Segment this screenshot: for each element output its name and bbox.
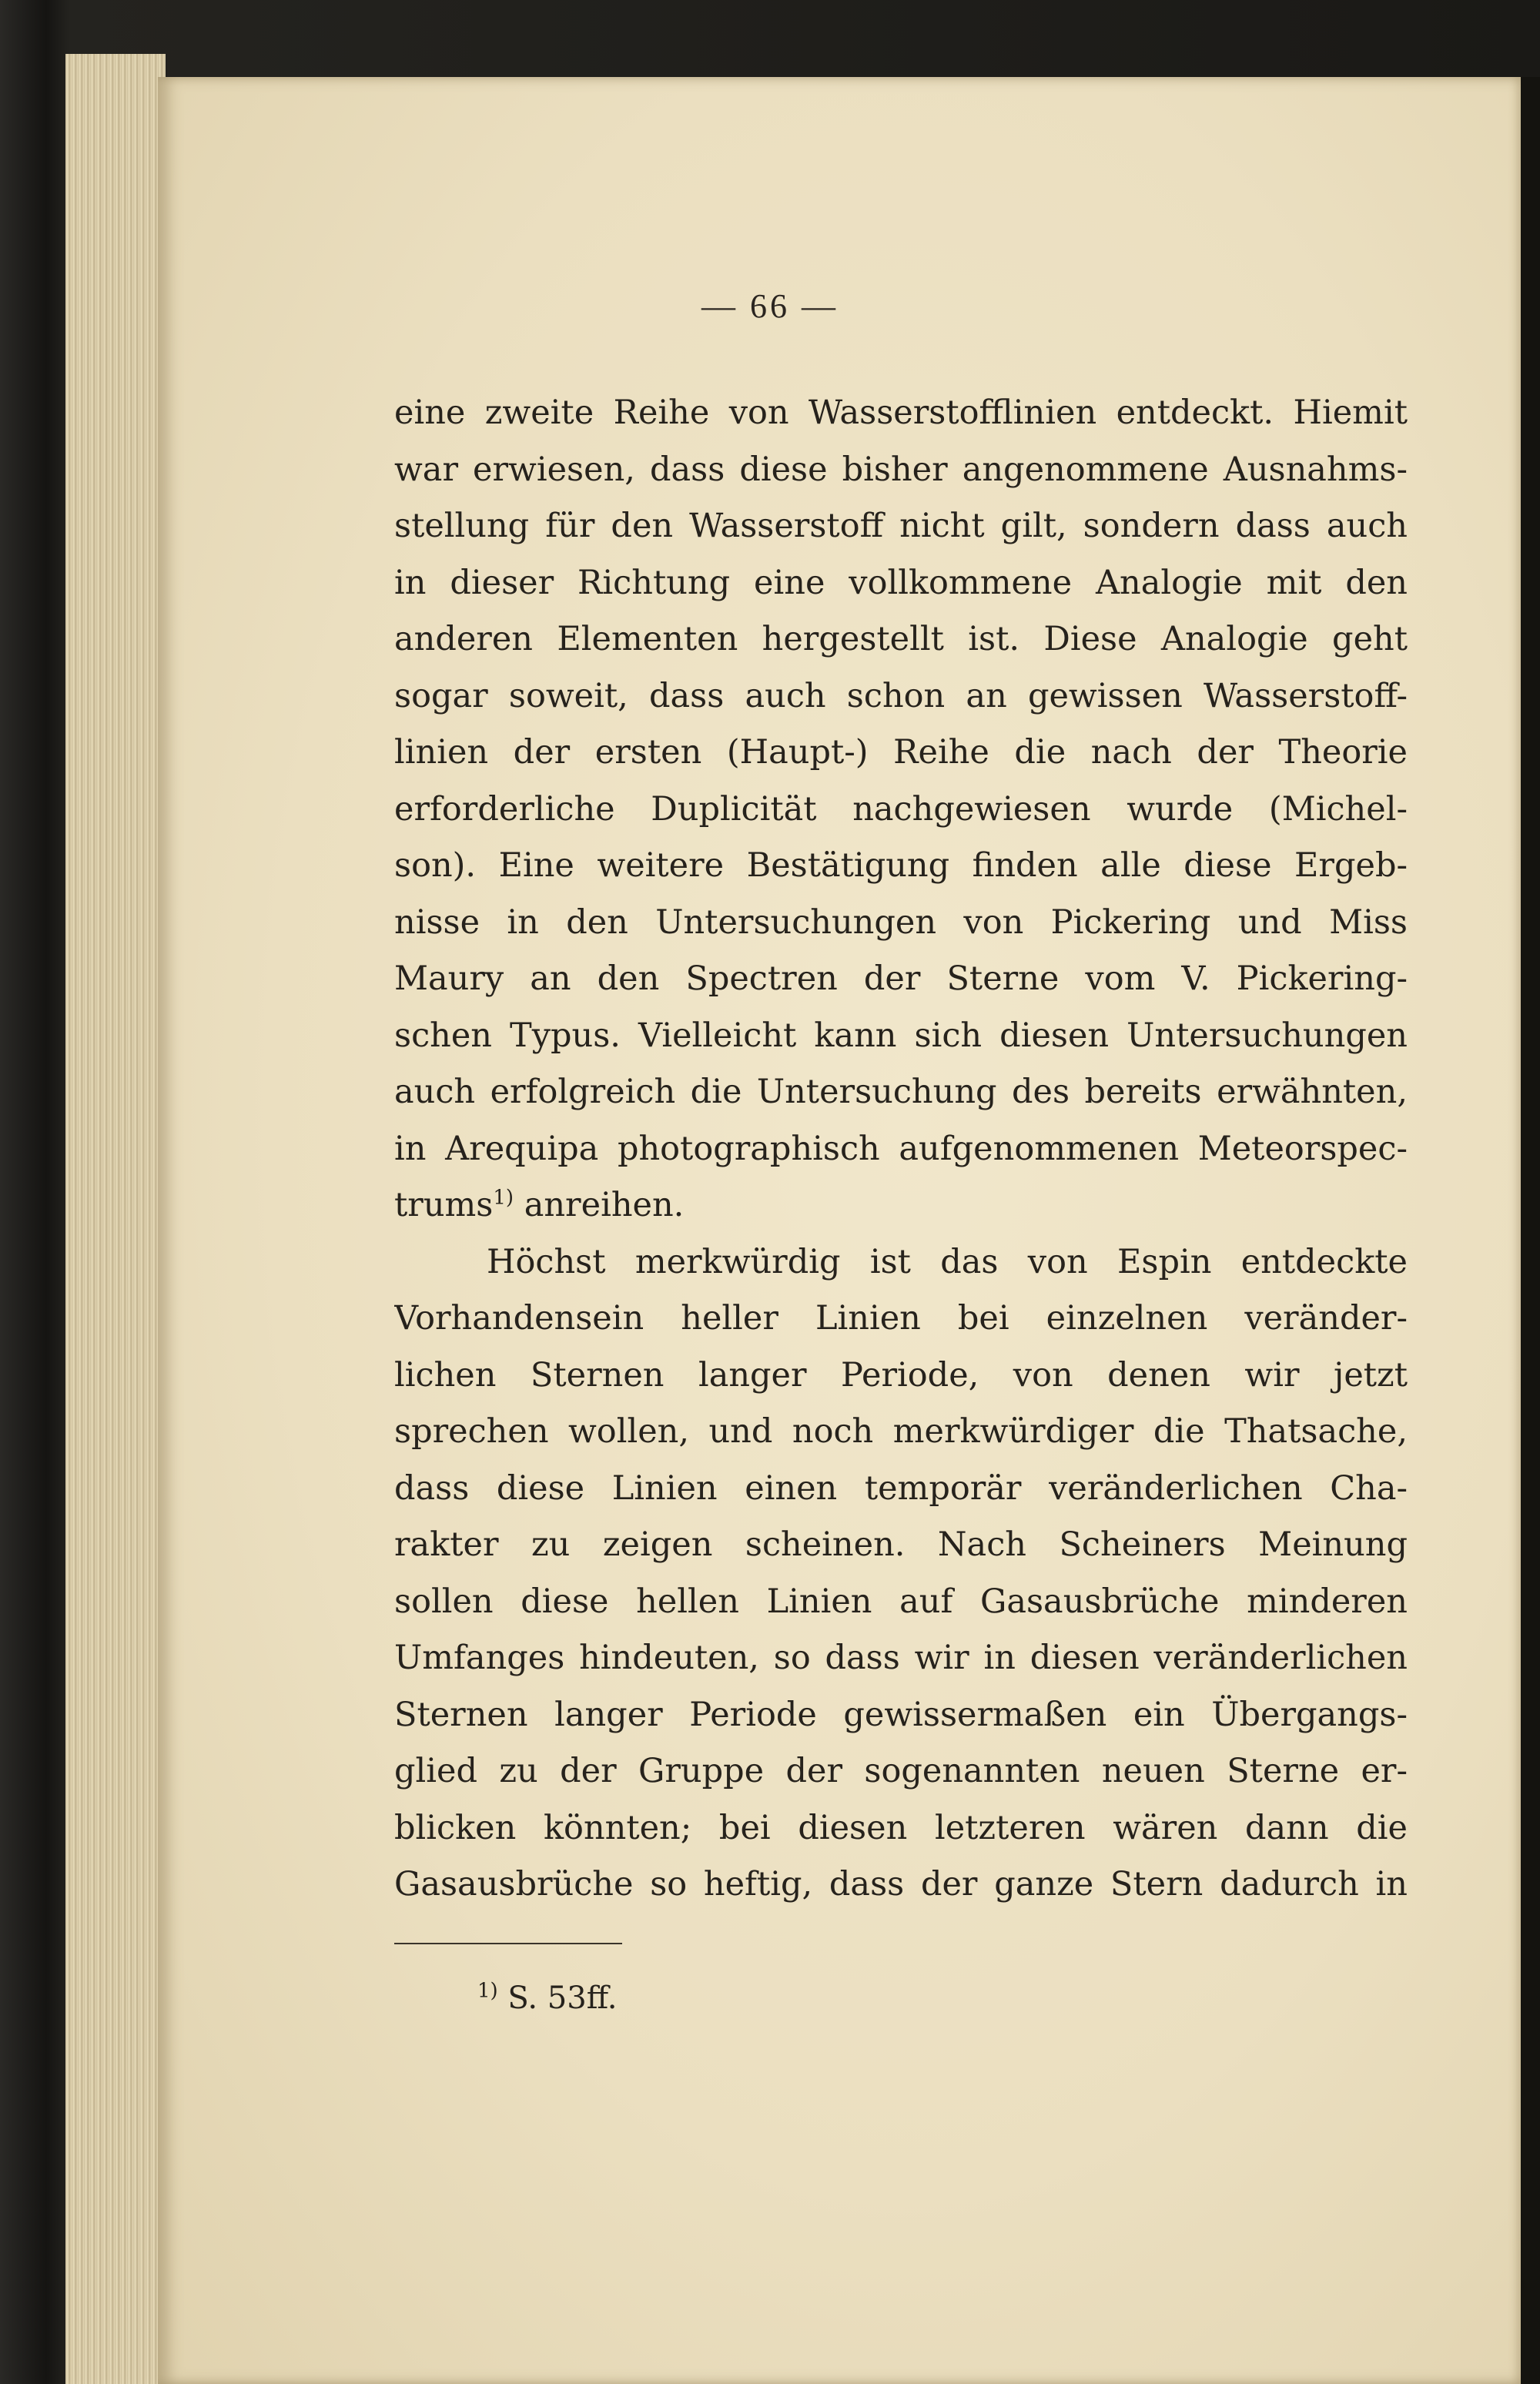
text-line-with-footnote-ref <box>394 1177 1408 1234</box>
text-line: eine zweite Reihe von Wasserstofflinien entdeckt. Hiemit <box>394 393 1408 432</box>
page-edges <box>65 54 166 2384</box>
footnote-marker: 1) <box>477 1979 498 2003</box>
text-line: in Arequipa photographisch aufgenommenen Meteorspec- <box>394 1129 1408 1168</box>
text-line: linien der ersten (Haupt-) Reihe die nach der Theorie <box>394 733 1408 772</box>
page-number: — 66 — <box>701 287 839 325</box>
text-line: dass diese Linien einen temporär veränderlichen Cha- <box>394 1468 1408 1508</box>
text-fragment: trums <box>394 1186 494 1224</box>
text-line: schen Typus. Vielleicht kann sich diesen Untersuchungen <box>394 1016 1408 1055</box>
footnote-reference: 1) <box>493 1186 514 1210</box>
text-line: stellung für den Wasserstoff nicht gilt, sondern dass auch <box>394 507 1408 545</box>
text-line: auch erfolgreich die Untersuchung des bereits erwähnten, <box>394 1073 1408 1111</box>
footnote <box>477 1981 617 2016</box>
text-line: lichen Sternen langer Periode, von denen wir jetzt <box>394 1355 1408 1395</box>
text-line: Sternen langer Periode gewissermaßen ein Übergangs- <box>394 1695 1408 1734</box>
text-line: Maury an den Spectren der Sterne vom V. Pickering- <box>394 959 1408 998</box>
text-line: sogar soweit, dass auch schon an gewissen Wasserstoff- <box>394 676 1408 715</box>
text-line: war erwiesen, dass diese bisher angenommene Ausnahms- <box>394 450 1408 489</box>
text-line: glied zu der Gruppe der sogenannten neuen Sterne er- <box>394 1752 1408 1790</box>
scan-right-margin <box>1521 77 1540 2384</box>
footnote-text: S. 53ff. <box>497 1981 618 2016</box>
text-line: sollen diese hellen Linien auf Gasausbrüche minderen <box>394 1582 1408 1621</box>
text-line: erforderliche Duplicität nachgewiesen wurde (Michel- <box>394 789 1408 829</box>
paragraph-start-line: Höchst merkwürdig ist das von Espin entdeckte <box>487 1242 1408 1281</box>
text-line: in dieser Richtung eine vollkommene Analogie mit den <box>394 563 1408 602</box>
footnote-divider <box>394 1943 622 1944</box>
text-fragment: anreihen. <box>514 1186 685 1224</box>
text-line: blicken könnten; bei diesen letzteren wären dann die <box>394 1808 1408 1847</box>
text-line: anderen Elementen hergestellt ist. Diese Analogie geht <box>394 620 1408 658</box>
text-line: nisse in den Untersuchungen von Pickering und Miss <box>394 902 1408 942</box>
text-line: son). Eine weitere Bestätigung finden alle diese Ergeb- <box>394 846 1408 885</box>
text-line: sprechen wollen, und noch merkwürdiger die Thatsache, <box>394 1412 1408 1451</box>
text-line: Gasausbrüche so heftig, dass der ganze Stern dadurch in <box>394 1865 1408 1904</box>
text-line: rakter zu zeigen scheinen. Nach Scheiners Meinung <box>394 1525 1408 1564</box>
text-line: Umfanges hindeuten, so dass wir in diesen veränderlichen <box>394 1639 1408 1677</box>
body-text <box>394 385 1408 1914</box>
text-line: Vorhandensein heller Linien bei einzelnen veränder- <box>394 1299 1408 1338</box>
